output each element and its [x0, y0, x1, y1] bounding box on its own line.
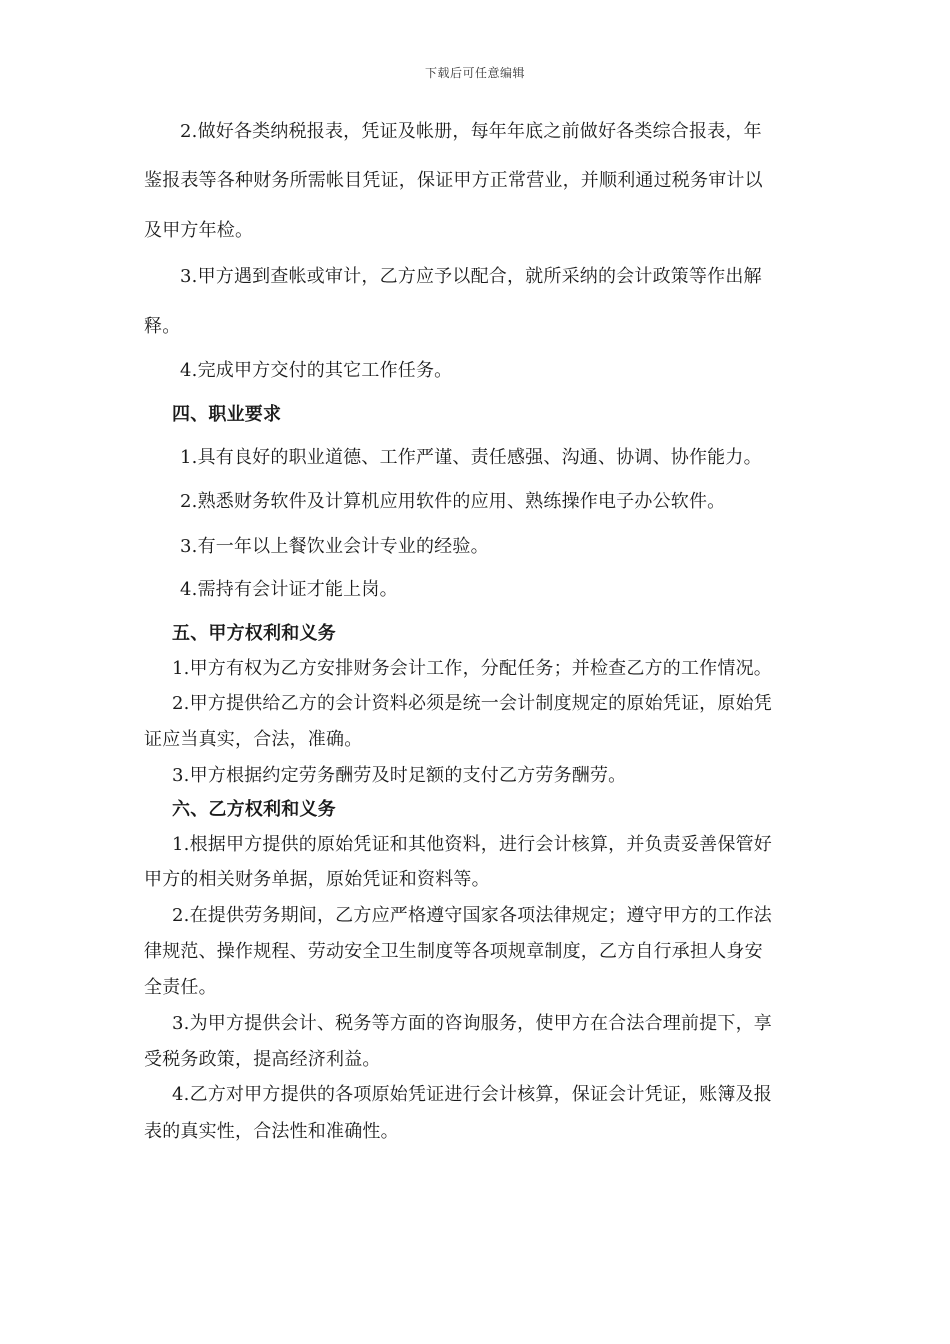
paragraph-line: 律规范、操作规程、劳动安全卫生制度等各项规章制度，乙方自行承担人身安 [144, 941, 763, 962]
paragraph-line: 释。 [144, 316, 181, 337]
paragraph-line: 3.为甲方提供会计、税务等方面的咨询服务，使甲方在合法合理前提下，享 [172, 1013, 772, 1034]
paragraph-line: 1.具有良好的职业道德、工作严谨、责任感强、沟通、协调、协作能力。 [180, 447, 762, 468]
paragraph-line: 2.在提供劳务期间，乙方应严格遵守国家各项法律规定；遵守甲方的工作法 [172, 905, 772, 926]
page-header-note: 下载后可任意编辑 [424, 66, 525, 80]
paragraph-line: 4.需持有会计证才能上岗。 [180, 579, 398, 600]
paragraph-line: 3.有一年以上餐饮业会计专业的经验。 [180, 536, 489, 557]
paragraph-line: 1.甲方有权为乙方安排财务会计工作，分配任务；并检查乙方的工作情况。 [172, 658, 772, 679]
paragraph-line: 3.甲方遇到查帐或审计，乙方应予以配合，就所采纳的会计政策等作出解 [180, 266, 762, 287]
paragraph-line: 甲方的相关财务单据，原始凭证和资料等。 [144, 869, 490, 890]
section-heading: 五、甲方权利和义务 [172, 623, 336, 644]
paragraph-line: 3.甲方根据约定劳务酬劳及时足额的支付乙方劳务酬劳。 [172, 765, 627, 786]
paragraph-line: 表的真实性，合法性和准确性。 [144, 1121, 399, 1142]
paragraph-line: 证应当真实，合法，准确。 [144, 729, 363, 750]
paragraph-line: 4.乙方对甲方提供的各项原始凭证进行会计核算，保证会计凭证，账簿及报 [172, 1084, 772, 1105]
paragraph-line: 2.熟悉财务软件及计算机应用软件的应用、熟练操作电子办公软件。 [180, 491, 726, 512]
paragraph-line: 鉴报表等各种财务所需帐目凭证，保证甲方正常营业，并顺利通过税务审计以 [144, 170, 763, 191]
paragraph-line: 2.甲方提供给乙方的会计资料必须是统一会计制度规定的原始凭证，原始凭 [172, 693, 772, 714]
paragraph-line: 2.做好各类纳税报表，凭证及帐册，每年年底之前做好各类综合报表，年 [180, 121, 762, 142]
paragraph-line: 及甲方年检。 [144, 220, 254, 241]
paragraph-line: 1.根据甲方提供的原始凭证和其他资料，进行会计核算，并负责妥善保管好 [172, 834, 772, 855]
paragraph-line: 全责任。 [144, 977, 217, 998]
section-heading: 六、乙方权利和义务 [172, 799, 336, 820]
section-heading: 四、职业要求 [172, 404, 282, 425]
paragraph-line: 受税务政策，提高经济利益。 [144, 1049, 381, 1070]
paragraph-line: 4.完成甲方交付的其它工作任务。 [180, 360, 453, 381]
